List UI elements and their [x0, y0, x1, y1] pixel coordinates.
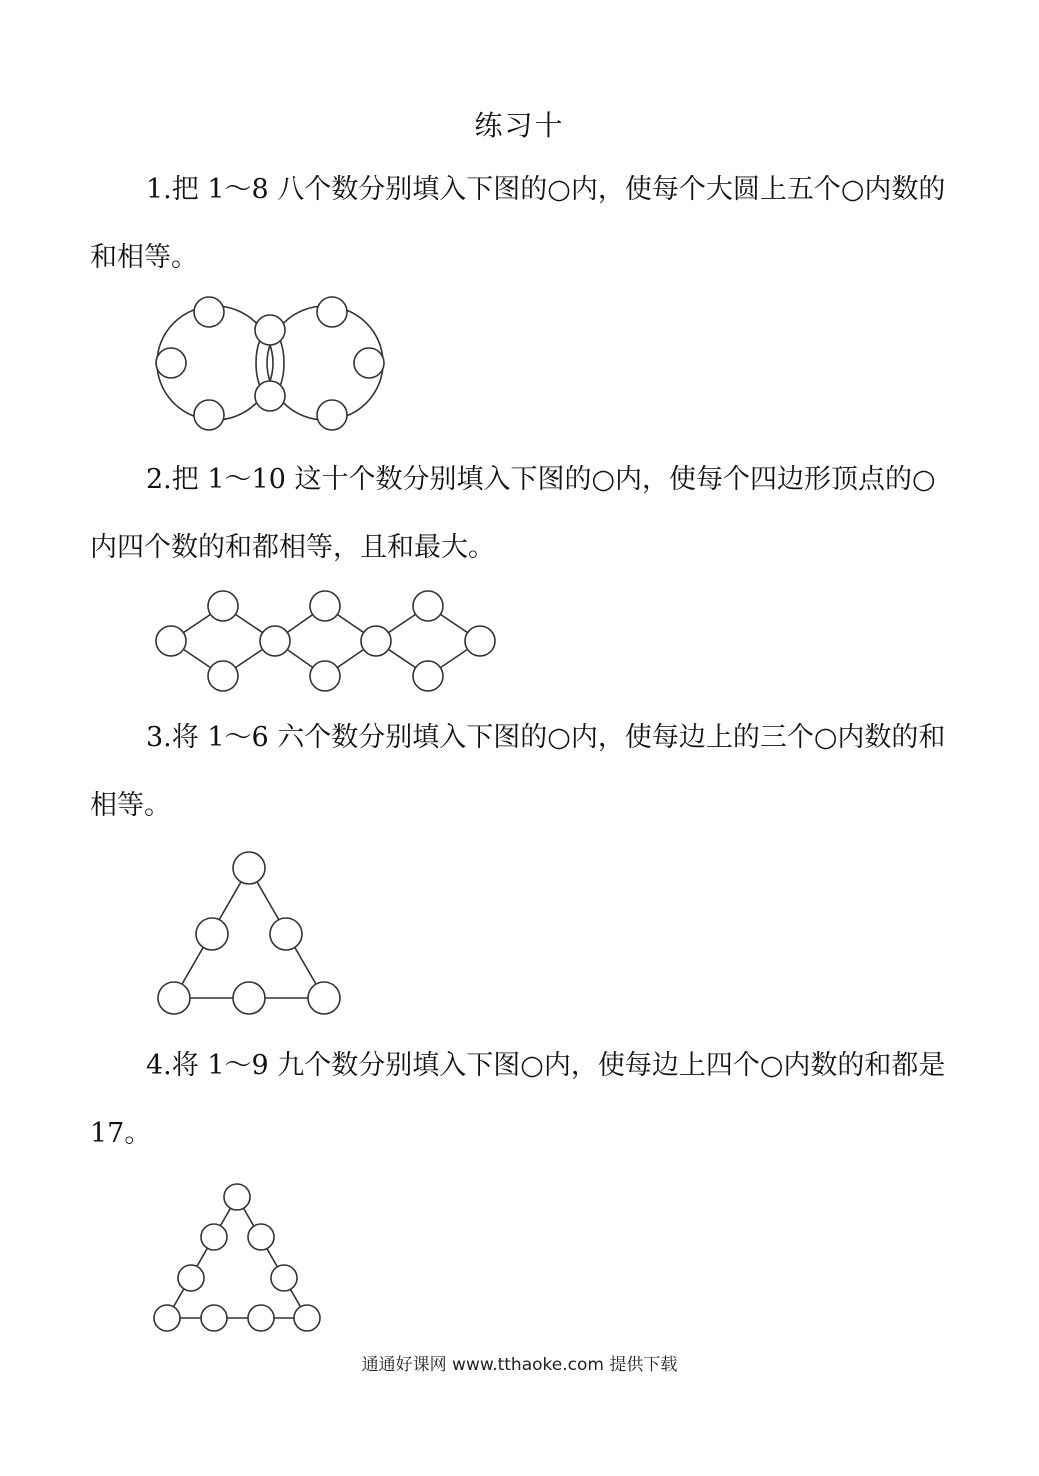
- small-circle: [310, 661, 340, 691]
- small-circle: [294, 1305, 320, 1331]
- small-circle: [465, 626, 495, 656]
- question-2-text: 2.把 1～10 这十个数分别填入下图的○内，使每个四边形顶点的○内四个数的和都相等，且和最大。: [90, 464, 936, 563]
- small-circle: [260, 626, 290, 656]
- small-circle: [271, 1265, 297, 1291]
- small-circle: [156, 626, 186, 656]
- figure-triangle-six: [150, 845, 350, 1025]
- small-circle: [201, 1305, 227, 1331]
- small-circle: [413, 661, 443, 691]
- page-title: 练习十: [474, 109, 565, 142]
- small-circle: [361, 626, 391, 656]
- small-circle: [413, 591, 443, 621]
- small-circle: [308, 982, 340, 1014]
- footer-credit: 通通好课网 www.tthaoke.com 提供下载: [361, 1355, 678, 1375]
- small-circle: [208, 661, 238, 691]
- small-circle: [310, 591, 340, 621]
- question-1-text: 1.把 1～8 八个数分别填入下图的○内，使每个大圆上五个○内数的和相等。: [90, 174, 946, 273]
- question-3-text: 3.将 1～6 六个数分别填入下图的○内，使每边上的三个○内数的和相等。: [90, 722, 946, 821]
- small-circle: [194, 297, 224, 327]
- small-circle: [196, 918, 228, 950]
- small-circle: [317, 400, 347, 430]
- figure-triangle-nine: [145, 1178, 335, 1343]
- small-circle: [317, 297, 347, 327]
- small-circle: [201, 1224, 227, 1250]
- question-4-text: 4.将 1～9 九个数分别填入下图○内，使每边上四个○内数的和都是 17。: [90, 1050, 946, 1149]
- small-circle: [194, 400, 224, 430]
- small-circle: [255, 315, 285, 345]
- small-circle: [248, 1305, 274, 1331]
- small-circle: [208, 591, 238, 621]
- small-circle: [255, 381, 285, 411]
- small-circle: [233, 852, 265, 884]
- figure-diamond-chain: [140, 585, 510, 700]
- small-circle: [154, 1305, 180, 1331]
- small-circle: [248, 1224, 274, 1250]
- figure-two-circles: [140, 290, 400, 440]
- small-circle: [354, 348, 384, 378]
- small-circle: [224, 1184, 250, 1210]
- small-circle: [270, 918, 302, 950]
- small-circle: [178, 1265, 204, 1291]
- small-circle: [158, 982, 190, 1014]
- small-circle: [156, 348, 186, 378]
- small-circle: [233, 982, 265, 1014]
